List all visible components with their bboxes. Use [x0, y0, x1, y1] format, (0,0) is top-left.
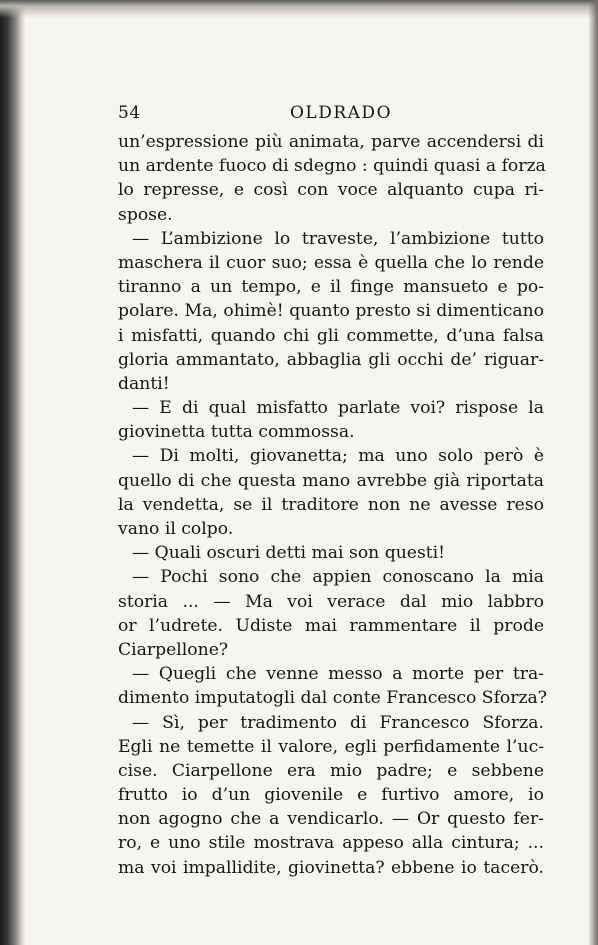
text-line: — Sì, per tradimento di Francesco Sforza. — [132, 712, 544, 733]
page-top-edge — [0, 0, 598, 18]
text-line: — Pochi sono che appien conoscano la mia — [132, 567, 544, 588]
text-line: Egli ne temette il valore, egli perfidamente l’uc- — [118, 736, 544, 757]
text-line: danti! — [118, 373, 170, 394]
text-line: or l’udrete. Udiste mai rammentare il prode — [118, 615, 544, 636]
text-line: Ciarpellone? — [118, 639, 229, 660]
text-line: dimento imputatogli dal conte Francesco Sforza? — [118, 688, 548, 709]
running-title: OLDRADO — [290, 103, 392, 123]
text-line: tiranno a un tempo, e il finge mansueto e po- — [118, 277, 544, 298]
text-line: ma voi impallidite, giovinetta? ebbene io tacerò. — [118, 857, 544, 878]
text-line: — Di molti, giovanetta; ma uno solo però è — [132, 446, 544, 467]
text-line: maschera il cuor suo; essa è quella che lo rende — [118, 252, 544, 273]
text-line: — E di qual misfatto parlate voi? rispose la — [132, 398, 544, 419]
text-line: giovinetta tutta commossa. — [118, 422, 355, 443]
text-line: vano il colpo. — [118, 519, 234, 539]
text-line: cise. Ciarpellone era mio padre; e sebbene — [118, 760, 544, 781]
text-line: lo represse, e così con voce alquanto cupa ri- — [118, 180, 544, 201]
text-line: i misfatti, quando chi gli commette, d’una falsa — [118, 325, 544, 346]
text-line: un ardente fuoco di sdegno : quindi quasi a forza — [118, 156, 546, 177]
page-binding-shadow — [0, 0, 26, 945]
text-line: — Quali oscuri detti mai son questi! — [132, 543, 446, 564]
text-line: gloria ammantato, abbaglia gli occhi de’ riguar- — [118, 349, 544, 370]
running-head — [118, 103, 528, 125]
text-line: quello di che questa mano avrebbe già riportata — [118, 470, 544, 491]
page-right-edge — [588, 0, 598, 945]
text-line: polare. Ma, ohimè! quanto presto si dimenticano — [118, 301, 544, 322]
text-line: non agogno che a vendicarlo. — Or questo fer- — [118, 809, 544, 830]
text-line: — L’ambizione lo traveste, l’ambizione tutto — [132, 228, 544, 249]
text-line: — Quegli che venne messo a morte per tra- — [132, 664, 544, 685]
text-line: spose. — [118, 204, 173, 225]
text-line: la vendetta, se il traditore non ne avesse reso — [118, 494, 544, 515]
text-line: frutto io d’un giovenile e furtivo amore, io — [118, 785, 544, 806]
text-line: ro, e uno stile mostrava appeso alla cintura; ... — [118, 833, 544, 854]
body-text — [118, 130, 548, 880]
page-number: 54 — [118, 103, 141, 123]
text-line: un’espressione più animata, parve accendersi di — [118, 132, 544, 152]
text-line: storia ... — Ma voi verace dal mio labbro — [118, 591, 544, 612]
